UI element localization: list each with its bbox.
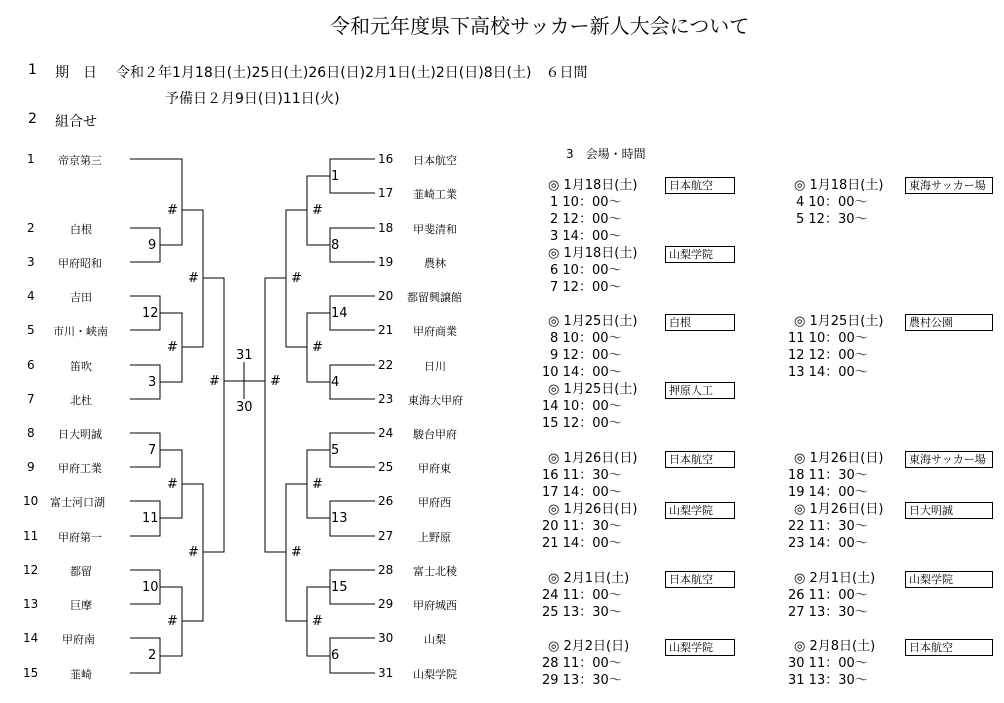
hash-mark: # [312,614,323,629]
schedule-game: 4 10：00～ [796,195,868,210]
team-seed: 26 [378,494,394,508]
team-seed: 29 [378,597,394,611]
section1-label: 期 日 [55,65,97,81]
schedule-date: ◎ 2月1日(土) [794,571,876,586]
venue-box: 日本航空 [665,571,735,588]
team-name: 甲府西 [418,496,451,509]
team-seed: 7 [27,392,35,406]
venue-box: 山梨学院 [665,639,735,656]
schedule-game: 29 13：30～ [542,673,622,688]
hash-mark: # [167,203,178,218]
venue-box: 農村公園 [905,314,993,331]
match-number: 14 [331,306,348,321]
venue-box: 山梨学院 [905,571,993,588]
team-seed: 10 [23,494,39,508]
match-number: 13 [331,511,348,526]
team-name: 甲斐清和 [413,223,457,236]
schedule-date: ◎ 1月18日(土) [794,178,884,193]
team-name: 東海大甲府 [408,394,463,407]
team-name: 甲府昭和 [58,257,102,270]
venue-box: 日本航空 [665,177,735,194]
schedule-date: ◎ 1月26日(日) [794,502,884,517]
team-seed: 21 [378,323,394,337]
hash-mark: # [188,271,199,286]
team-name: 甲府商業 [413,325,457,338]
schedule-game: 5 12：30～ [796,212,868,227]
schedule-date: ◎ 1月26日(日) [548,451,638,466]
team-name: 日川 [424,360,446,373]
schedule-game: 7 12：00～ [550,280,622,295]
team-seed: 15 [23,666,39,680]
venue-box: 押原人工 [665,382,735,399]
team-name: 韮崎 [70,668,92,681]
schedule-game: 18 11：30～ [788,468,868,483]
match-number: 9 [148,238,157,253]
match-number: 10 [142,580,159,595]
hash-mark: # [270,374,281,389]
team-seed: 23 [378,392,394,406]
schedule-date: ◎ 2月1日(土) [548,571,630,586]
page-title: 令和元年度県下高校サッカー新人大会について [330,14,750,38]
team-seed: 12 [23,563,39,577]
venue-box: 東海サッカー場 [905,177,993,194]
match-number: 6 [331,648,340,663]
hash-mark: # [291,545,302,560]
match-number: 31 [236,348,253,363]
team-seed: 9 [27,460,35,474]
schedule-date: ◎ 1月18日(土) [548,246,638,261]
match-number: 30 [236,400,253,415]
schedule-game: 26 11：00～ [788,588,868,603]
schedule-game: 6 10：00～ [550,263,622,278]
match-number: 11 [142,511,159,526]
team-seed: 22 [378,358,394,372]
match-number: 4 [331,375,340,390]
schedule-game: 12 12：00～ [788,348,868,363]
schedule-date: ◎ 1月26日(日) [794,451,884,466]
venue-box: 山梨学院 [665,246,735,263]
hash-mark: # [167,477,178,492]
hash-mark: # [312,340,323,355]
schedule-game: 1 10：00～ [550,195,622,210]
schedule-game: 25 13：30～ [542,605,622,620]
venue-box: 日本航空 [905,639,993,656]
team-seed: 24 [378,426,394,440]
team-seed: 2 [27,221,35,235]
venue-box: 山梨学院 [665,502,735,519]
venue-box: 日大明誠 [905,502,993,519]
schedule-date: ◎ 2月8日(土) [794,639,876,654]
team-name: 富士河口湖 [50,496,105,509]
team-seed: 25 [378,460,394,474]
schedule-game: 17 14：00～ [542,485,622,500]
team-name: 韮崎工業 [413,188,457,201]
match-number: 2 [148,648,157,663]
team-seed: 8 [27,426,35,440]
team-name: 山梨学院 [413,668,457,681]
team-name: 笛吹 [70,360,92,373]
section1-number: 1 [28,62,37,78]
hash-mark: # [291,271,302,286]
team-name: 日本航空 [413,154,457,167]
section3-label: 3 会場・時間 [566,147,646,161]
hash-mark: # [312,203,323,218]
match-number: 3 [148,375,157,390]
schedule-game: 31 13：30～ [788,673,868,688]
team-name: 甲府工業 [58,462,102,475]
team-name: 上野原 [418,531,451,544]
hash-mark: # [209,374,220,389]
match-number: 8 [331,238,340,253]
match-number: 5 [331,443,340,458]
venue-box: 日本航空 [665,451,735,468]
team-seed: 11 [23,529,39,543]
schedule-game: 10 14：00～ [542,365,622,380]
venue-box: 東海サッカー場 [905,451,993,468]
schedule-game: 9 12：00～ [550,348,622,363]
team-seed: 19 [378,255,394,269]
hash-mark: # [188,545,199,560]
team-seed: 27 [378,529,394,543]
match-number: 1 [331,169,340,184]
hash-mark: # [167,614,178,629]
schedule-date: ◎ 1月25日(土) [794,314,884,329]
team-name: 日大明誠 [58,428,102,441]
team-name: 富士北稜 [413,565,457,578]
schedule-date: ◎ 1月18日(土) [548,178,638,193]
team-name: 都留 [70,565,92,578]
schedule-game: 27 13：30～ [788,605,868,620]
team-name: 甲府城西 [413,599,457,612]
section1-reserve: 予備日２月9日(日)11日(火) [165,91,340,107]
team-name: 甲府東 [418,462,451,475]
team-seed: 1 [27,152,35,166]
schedule-game: 20 11：30～ [542,519,622,534]
team-seed: 18 [378,221,394,235]
schedule-game: 11 10：00～ [788,331,868,346]
team-seed: 6 [27,358,35,372]
team-name: 巨摩 [70,599,92,612]
schedule-game: 2 12：00～ [550,212,622,227]
schedule-game: 13 14：00～ [788,365,868,380]
team-name: 都留興譲館 [407,291,462,304]
team-name: 甲府南 [62,633,95,646]
schedule-game: 28 11：00～ [542,656,622,671]
schedule-game: 16 11：30～ [542,468,622,483]
hash-mark: # [167,340,178,355]
team-seed: 5 [27,323,35,337]
schedule-date: ◎ 1月25日(土) [548,382,638,397]
match-number: 12 [142,306,159,321]
schedule-game: 22 11：30～ [788,519,868,534]
schedule-game: 15 12：00～ [542,416,622,431]
team-seed: 20 [378,289,394,303]
team-name: 北杜 [70,394,92,407]
section2-number: 2 [28,111,37,127]
team-name: 農林 [424,257,446,270]
team-name: 白根 [70,223,92,236]
schedule-date: ◎ 1月26日(日) [548,502,638,517]
venue-box: 白根 [665,314,735,331]
team-seed: 14 [23,631,39,645]
team-name: 甲府第一 [58,531,102,544]
match-number: 15 [331,580,348,595]
team-seed: 31 [378,666,394,680]
schedule-date: ◎ 2月2日(日) [548,639,630,654]
team-seed: 28 [378,563,394,577]
schedule-game: 3 14：00～ [550,229,622,244]
team-seed: 4 [27,289,35,303]
team-seed: 17 [378,186,394,200]
team-name: 市川・峡南 [53,325,108,338]
section1-dates: 令和２年1月18日(土)25日(土)26日(日)2月1日(土)2日(日)8日(土) ６日間 [116,65,588,81]
team-seed: 30 [378,631,394,645]
team-name: 駿台甲府 [413,428,457,441]
match-number: 7 [148,443,157,458]
schedule-game: 30 11：00～ [788,656,868,671]
schedule-date: ◎ 1月25日(土) [548,314,638,329]
team-seed: 3 [27,255,35,269]
team-name: 吉田 [70,291,92,304]
schedule-game: 24 11：00～ [542,588,622,603]
team-name: 帝京第三 [58,154,102,167]
schedule-game: 23 14：00～ [788,536,868,551]
hash-mark: # [312,477,323,492]
schedule-game: 19 14：00～ [788,485,868,500]
team-seed: 16 [378,152,394,166]
team-name: 山梨 [424,633,446,646]
schedule-game: 14 10：00～ [542,399,622,414]
team-seed: 13 [23,597,39,611]
section2-label: 組合せ [55,114,97,130]
schedule-game: 8 10：00～ [550,331,622,346]
schedule-game: 21 14：00～ [542,536,622,551]
